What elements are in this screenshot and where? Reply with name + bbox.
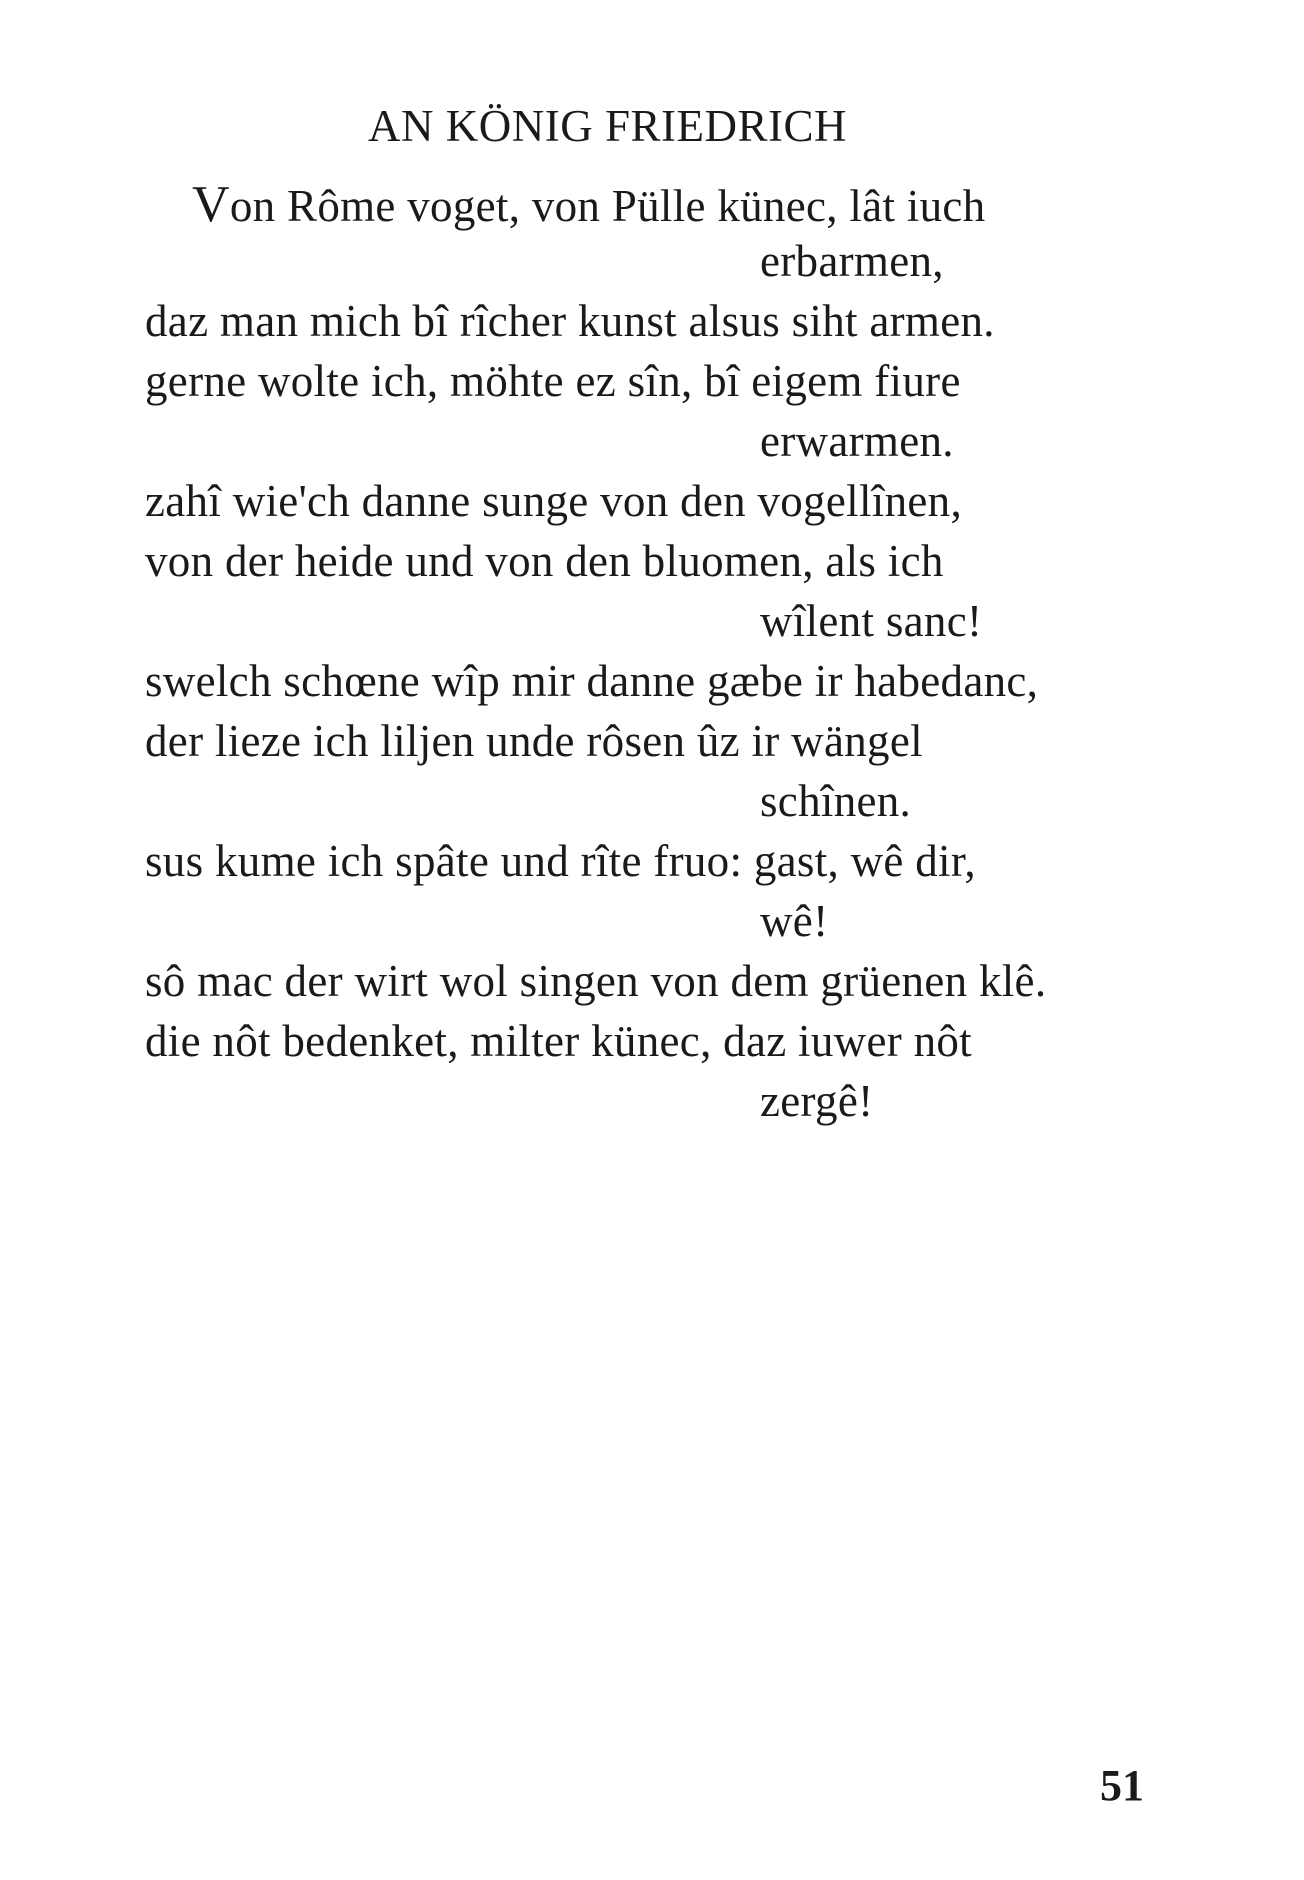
poem-line-3-cont: erwarmen.: [760, 416, 954, 466]
poem-line-9: sô mac der wirt wol singen von dem grüenen klê.: [145, 956, 1047, 1006]
poem-line-1: [192, 175, 985, 234]
first-initial: V: [192, 176, 230, 233]
poem-line-10: die nôt bedenket, milter künec, daz iuwer nôt: [145, 1016, 972, 1066]
poem-line-8: sus kume ich spâte und rîte fruo: gast, wê dir,: [145, 836, 976, 886]
poem-line-1-cont: erbarmen,: [760, 236, 944, 286]
poem-line-6: swelch schœne wîp mir danne gæbe ir habedanc,: [145, 656, 1039, 706]
poem-line-2: daz man mich bî rîcher kunst alsus siht armen.: [145, 296, 995, 346]
poem-title: AN KÖNIG FRIEDRICH: [368, 101, 847, 151]
poem-line-4: zahî wie'ch danne sunge von den vogellînen,: [145, 476, 963, 526]
page-number: 51: [1100, 1761, 1144, 1810]
poem-line-1-text: on Rôme voget, von Pülle künec, lât iuch: [229, 181, 986, 231]
poem-line-5-cont: wîlent sanc!: [760, 596, 983, 646]
poem-line-10-cont: zergê!: [760, 1076, 874, 1126]
poem-line-3: gerne wolte ich, möhte ez sîn, bî eigem fiure: [145, 356, 961, 406]
poem-line-5: von der heide und von den bluomen, als ich: [145, 536, 944, 586]
poem-line-7: der lieze ich liljen unde rôsen ûz ir wängel: [145, 716, 923, 766]
poem-line-7-cont: schînen.: [760, 776, 912, 826]
poem-line-8-cont: wê!: [760, 896, 829, 946]
